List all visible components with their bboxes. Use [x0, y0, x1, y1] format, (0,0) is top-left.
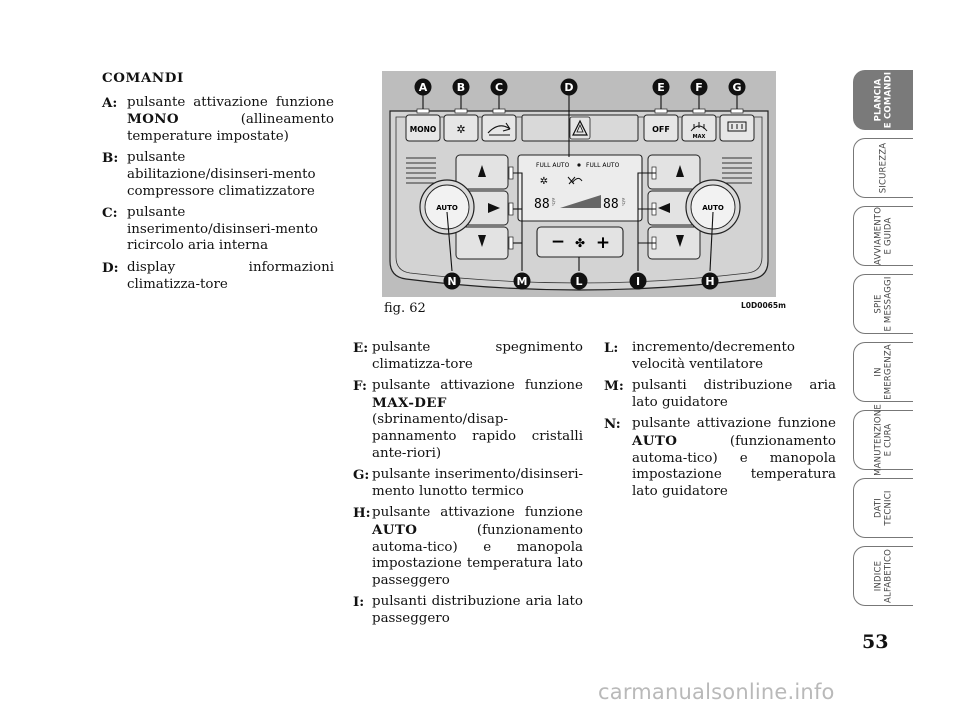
- callout-i: [630, 273, 647, 290]
- legend-entry: [604, 378, 836, 411]
- callout-m: [514, 273, 531, 290]
- callout-e: [653, 79, 670, 96]
- chapter-tab-label: PLANCIA E COMANDI: [873, 71, 893, 129]
- legend-entry: [353, 378, 583, 462]
- recirculation-button[interactable]: [482, 115, 516, 141]
- chapter-tab-label: INDICE ALFABETICO: [873, 548, 893, 604]
- chapter-tab[interactable]: [853, 70, 913, 130]
- callout-letter: B: [456, 81, 466, 94]
- callout-b: [453, 79, 470, 96]
- chapter-tab[interactable]: [853, 138, 913, 198]
- legend-description: [632, 416, 836, 500]
- callout-letter: C: [494, 81, 504, 94]
- figure-code: L0D0065m: [741, 301, 786, 310]
- climate-display: [518, 155, 642, 221]
- function-name: MONO: [127, 111, 179, 128]
- callout-letter: M: [516, 275, 528, 288]
- legend-key: C:: [102, 205, 118, 222]
- page-number: 53: [862, 631, 889, 653]
- compressor-led: [455, 109, 467, 113]
- left-text-column: [102, 70, 334, 298]
- legend-key: D:: [102, 259, 119, 276]
- legend-key: H:: [353, 505, 371, 522]
- callout-f: [691, 79, 708, 96]
- fan-plus-label[interactable]: +: [595, 233, 611, 253]
- callout-d: [561, 79, 578, 96]
- snowflake-icon: ✲: [456, 123, 466, 136]
- legend-key: E:: [353, 340, 369, 356]
- legend-description: [127, 260, 334, 293]
- description-text: pulsante inserimento/disinseri-mento lunotto termico: [372, 467, 583, 499]
- legend-description: [632, 340, 836, 373]
- legend-entry: [604, 416, 836, 500]
- chapter-tab[interactable]: [853, 546, 913, 606]
- callout-letter: G: [732, 81, 742, 94]
- legend-description: [127, 150, 334, 200]
- description-text: (allineamento temperature impostate): [127, 112, 334, 144]
- recirculation-led: [493, 109, 505, 113]
- legend-description: [127, 205, 334, 255]
- callout-letter: I: [635, 275, 641, 288]
- callout-l: [571, 273, 588, 290]
- description-text: incremento/decremento velocità ventilatore: [632, 340, 795, 372]
- legend-description: [127, 95, 334, 146]
- temp-right: 88: [603, 197, 619, 212]
- legend-description: [372, 594, 583, 627]
- fan-speed-control[interactable]: [537, 227, 623, 257]
- driver-center-led: [509, 203, 513, 215]
- legend-entry: [353, 594, 583, 627]
- fan-icon: ✤: [574, 236, 586, 250]
- legend-entry: [353, 340, 583, 373]
- off-led: [655, 109, 667, 113]
- rear-window-led: [731, 109, 743, 113]
- chapter-tab[interactable]: [853, 404, 913, 476]
- legend-description: [372, 505, 583, 589]
- chapter-tab-label: MANUTENZIONE E CURA: [873, 404, 893, 476]
- legend-key: M:: [604, 378, 624, 395]
- function-name: AUTO: [632, 432, 678, 449]
- description-text: pulsante attivazione funzione: [372, 378, 583, 394]
- chapter-tab-label: SPIE E MESSAGGI: [873, 276, 893, 332]
- chapter-tab[interactable]: [853, 478, 913, 538]
- mode-label-right: FULL AUTO: [586, 162, 620, 169]
- description-text: (sbrinamento/disap-pannamento rapido cristalli ante-riori): [372, 412, 583, 461]
- chapter-tab[interactable]: [853, 274, 913, 334]
- legend-key: I:: [353, 594, 365, 611]
- unit-left: °C/°F: [552, 197, 556, 206]
- callout-g: [729, 79, 746, 96]
- callout-h: [702, 273, 719, 290]
- description-text: pulsante attivazione funzione: [127, 94, 334, 110]
- callout-c: [491, 79, 508, 96]
- legend-entry: [353, 505, 583, 589]
- mono-label: MONO: [409, 125, 437, 134]
- driver-up-led: [509, 167, 513, 179]
- function-name: MAX-DEF: [372, 394, 447, 411]
- snowflake-icon: ✲: [539, 176, 549, 187]
- legend-key: B:: [102, 150, 119, 167]
- legend-entry: [604, 340, 836, 373]
- description-text: display informazioni climatizza-tore: [127, 259, 334, 292]
- fan-minus-label[interactable]: −: [550, 232, 566, 252]
- description-text: pulsanti distribuzione aria lato guidatore: [632, 378, 836, 410]
- legend-description: [372, 340, 583, 373]
- legend-entry: [102, 150, 334, 200]
- off-label: OFF: [652, 125, 670, 134]
- description-text: pulsante abilitazione/disinseri-mento compressore climatizzatore: [127, 150, 316, 199]
- mono-led: [417, 109, 429, 113]
- chapter-tab[interactable]: [853, 206, 913, 266]
- legend-entry: [102, 205, 334, 255]
- description-text: pulsante spegnimento climatizza-tore: [372, 340, 583, 372]
- chapter-tab-label: DATI TECNICI: [873, 490, 893, 526]
- callout-n: [444, 273, 461, 290]
- max-def-led: [693, 109, 705, 113]
- middle-text-column: [353, 340, 583, 633]
- chapter-tab-label: IN EMERGENZA: [873, 344, 893, 400]
- callout-letter: L: [575, 275, 583, 288]
- right-text-column: [604, 340, 836, 505]
- callout-letter: D: [564, 81, 574, 94]
- driver-down-led: [509, 237, 513, 249]
- mode-dot: [577, 163, 580, 166]
- legend-entry: [102, 260, 334, 293]
- legend-entry: [353, 467, 583, 500]
- callout-letter: N: [447, 275, 457, 288]
- mode-label-left: FULL AUTO: [536, 162, 570, 169]
- legend-description: [372, 467, 583, 500]
- chapter-tab[interactable]: [853, 342, 913, 402]
- legend-key: A:: [102, 94, 118, 111]
- watermark: carmanualsonline.info: [598, 680, 835, 704]
- description-text: pulsanti distribuzione aria lato passeggero: [372, 594, 583, 626]
- chapter-tab-label: SICUREZZA: [877, 142, 888, 194]
- callout-letter: E: [657, 81, 665, 94]
- callout-letter: F: [695, 81, 703, 94]
- driver-auto-knob[interactable]: [420, 180, 474, 234]
- description-text: pulsante attivazione funzione: [372, 505, 583, 521]
- callout-letter: A: [418, 81, 428, 94]
- passenger-auto-knob[interactable]: [686, 180, 740, 234]
- function-name: AUTO: [372, 521, 418, 538]
- legend-key: F:: [353, 378, 367, 395]
- description-text: (funzionamento automa-tico) e manopola impostazione temperatura lato passeggero: [372, 522, 583, 588]
- callout-letter: H: [705, 275, 715, 288]
- legend-description: [372, 378, 583, 462]
- legend-key: N:: [604, 416, 621, 433]
- left-entry-list: [102, 95, 334, 294]
- legend-key: L:: [604, 340, 619, 356]
- climate-control-panel-figure: [382, 71, 776, 297]
- max-label: MAX: [692, 134, 706, 140]
- legend-description: [632, 378, 836, 411]
- auto-label-left: AUTO: [436, 204, 458, 212]
- description-text: pulsante inserimento/disinseri-mento ricircolo aria interna: [127, 205, 318, 254]
- temp-left: 88: [534, 197, 550, 212]
- right-entry-list: [604, 340, 836, 500]
- auto-label-right: AUTO: [702, 204, 724, 212]
- chapter-tab-label: AVVIAMENTO E GUIDA: [873, 206, 893, 266]
- description-text: pulsante attivazione funzione: [632, 416, 836, 432]
- unit-right: °C/°F: [622, 197, 626, 206]
- legend-entry: [102, 95, 334, 146]
- legend-key: G:: [353, 467, 370, 484]
- section-heading: COMANDI: [102, 70, 184, 86]
- description-text: (funzionamento automa-tico) e manopola impostazione temperatura lato guidatore: [632, 433, 836, 499]
- figure-caption: fig. 62: [384, 301, 426, 316]
- callout-a: [415, 79, 432, 96]
- middle-entry-list: [353, 340, 583, 628]
